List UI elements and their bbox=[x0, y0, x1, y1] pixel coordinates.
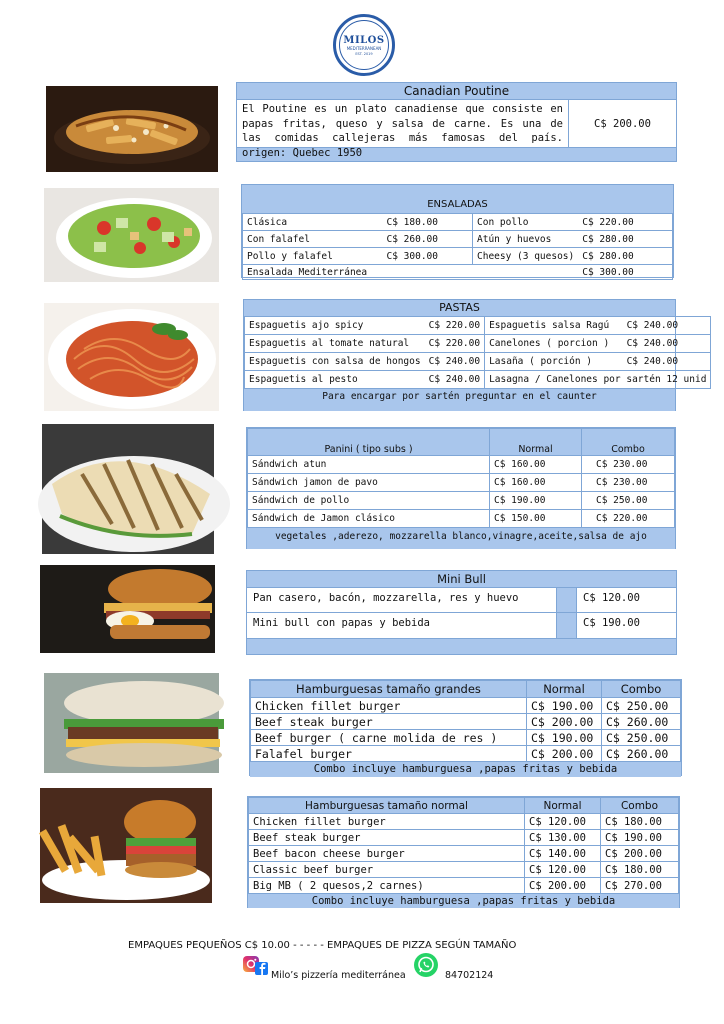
column-header: Normal bbox=[490, 429, 582, 456]
phone-number: 84702124 bbox=[445, 970, 494, 981]
item-name: Chicken fillet burger bbox=[249, 814, 525, 830]
column-header: Hamburguesas tamaño normal bbox=[249, 798, 525, 814]
item-price-combo: C$ 250.00 bbox=[602, 730, 681, 746]
milos-logo bbox=[333, 14, 395, 76]
panini-table bbox=[247, 428, 675, 528]
packaging-note: EMPAQUES PEQUEÑOS C$ 10.00 - - - - - EMPAQUES DE PIZZA SEGÚN TAMAÑO bbox=[128, 940, 517, 951]
table-row bbox=[248, 510, 675, 528]
item-name: Falafel burger bbox=[251, 746, 527, 762]
item-price-normal: C$ 160.00 bbox=[490, 456, 582, 474]
table-row bbox=[247, 588, 676, 613]
item-price: C$ 240.00 bbox=[425, 371, 485, 389]
pastas-title: PASTAS bbox=[244, 300, 675, 316]
item-price-combo: C$ 200.00 bbox=[601, 846, 679, 862]
item-name: Big MB ( 2 quesos,2 carnes) bbox=[249, 878, 525, 894]
normal-burger-photo bbox=[40, 788, 212, 903]
item-price: C$ 220.00 bbox=[578, 214, 672, 231]
normal-burgers-footer: Combo incluye hamburguesa ,papas fritas y bebida bbox=[248, 894, 679, 908]
column-header: Normal bbox=[527, 681, 602, 698]
item-price-normal: C$ 120.00 bbox=[525, 862, 601, 878]
mini-bull-title: Mini Bull bbox=[247, 571, 676, 588]
panini-panel bbox=[246, 427, 676, 549]
column-header: Normal bbox=[525, 798, 601, 814]
mini-bull-footer-bar bbox=[247, 638, 676, 654]
panini-photo bbox=[42, 424, 214, 554]
instagram-facebook-icons bbox=[243, 956, 271, 979]
pastas-footer: Para encargar por sartén preguntar en el caunter bbox=[244, 389, 675, 411]
item-price-normal: C$ 200.00 bbox=[527, 714, 602, 730]
column-header: Combo bbox=[602, 681, 681, 698]
item-price-normal: C$ 140.00 bbox=[525, 846, 601, 862]
item-price: C$ 240.00 bbox=[623, 353, 711, 371]
table-row bbox=[245, 353, 711, 371]
table-row bbox=[245, 317, 711, 335]
table-row bbox=[249, 878, 679, 894]
item-name: Espaguetis al pesto bbox=[245, 371, 425, 389]
normal-burgers-table bbox=[248, 797, 679, 894]
big-burger-photo bbox=[44, 673, 219, 773]
item-name: Sándwich jamon de pavo bbox=[248, 474, 490, 492]
table-row bbox=[245, 371, 711, 389]
pasta-photo bbox=[44, 303, 219, 411]
item-price: C$ 300.00 bbox=[578, 265, 672, 280]
item-name: Beef steak burger bbox=[249, 830, 525, 846]
mini-bull-panel bbox=[246, 570, 677, 655]
social-account-name: Milo’s pizzería mediterránea bbox=[271, 970, 406, 981]
normal-burgers-panel bbox=[247, 796, 680, 908]
item-name: Espaguetis salsa Ragú bbox=[485, 317, 623, 335]
whatsapp-icon bbox=[413, 952, 439, 981]
column-header: Combo bbox=[601, 798, 679, 814]
table-row bbox=[243, 231, 673, 248]
item-price: C$ 300.00 bbox=[383, 248, 473, 265]
table-row bbox=[249, 862, 679, 878]
item-price-combo: C$ 220.00 bbox=[582, 510, 675, 528]
item-price: C$ 220.00 bbox=[425, 335, 485, 353]
item-price-normal: C$ 190.00 bbox=[490, 492, 582, 510]
item-price-normal: C$ 160.00 bbox=[490, 474, 582, 492]
poutine-description: El Poutine es un plato canadiense que consiste en papas fritas, queso y salsa de carne. Es una de las comidas callejeras más famosas del país. origen: Quebec 1950 bbox=[237, 100, 569, 147]
item-name: Pan casero, bacón, mozzarella, res y huevo bbox=[247, 588, 557, 612]
salad-photo bbox=[44, 188, 219, 282]
table-row bbox=[247, 613, 676, 638]
item-price: C$ 280.00 bbox=[578, 248, 672, 265]
item-price-combo: C$ 230.00 bbox=[582, 474, 675, 492]
big-burgers-table bbox=[250, 680, 681, 762]
item-name: Beef bacon cheese burger bbox=[249, 846, 525, 862]
table-row bbox=[249, 814, 679, 830]
item-name: Clásica bbox=[243, 214, 383, 231]
poutine-title: Canadian Poutine bbox=[237, 83, 676, 100]
item-name: Con falafel bbox=[243, 231, 383, 248]
spacer-cell bbox=[557, 588, 577, 612]
pastas-table bbox=[244, 316, 711, 389]
table-row bbox=[248, 492, 675, 510]
pastas-panel bbox=[243, 299, 707, 411]
table-row bbox=[243, 214, 673, 231]
table-row bbox=[249, 846, 679, 862]
item-name: Chicken fillet burger bbox=[251, 698, 527, 714]
item-name: Sándwich de Jamon clásico bbox=[248, 510, 490, 528]
item-price-normal: C$ 190.00 bbox=[527, 730, 602, 746]
instagram-icon bbox=[243, 956, 271, 976]
item-price-normal: C$ 190.00 bbox=[527, 698, 602, 714]
item-name: Classic beef burger bbox=[249, 862, 525, 878]
item-price-combo: C$ 250.00 bbox=[582, 492, 675, 510]
item-name: Cheesy (3 quesos) bbox=[473, 248, 579, 265]
table-row bbox=[249, 830, 679, 846]
item-price: C$ 220.00 bbox=[425, 317, 485, 335]
column-header: Combo bbox=[582, 429, 675, 456]
logo-est: EST. 2019 bbox=[355, 51, 373, 56]
item-price-combo: C$ 180.00 bbox=[601, 814, 679, 830]
item-name: Mini bull con papas y bebida bbox=[247, 613, 557, 638]
panini-footer: vegetales ,aderezo, mozzarella blanco,vinagre,aceite,salsa de ajo bbox=[247, 528, 675, 549]
item-name: Lasagna / Canelones por sartén 12 unid bbox=[485, 371, 711, 389]
poutine-panel bbox=[236, 82, 677, 162]
poutine-price: C$ 200.00 bbox=[594, 117, 651, 130]
item-price-normal: C$ 130.00 bbox=[525, 830, 601, 846]
item-name: Pollo y falafel bbox=[243, 248, 383, 265]
ensaladas-table bbox=[242, 213, 673, 280]
item-name: Atún y huevos bbox=[473, 231, 579, 248]
logo-sub: MEDITERRANEAN bbox=[346, 45, 382, 51]
table-row bbox=[245, 335, 711, 353]
item-name: Ensalada Mediterránea bbox=[243, 265, 579, 280]
item-name: Sándwich atun bbox=[248, 456, 490, 474]
item-name: Espaguetis con salsa de hongos bbox=[245, 353, 425, 371]
table-header bbox=[249, 798, 679, 814]
mini-bull-photo bbox=[40, 565, 215, 653]
item-name: Beef steak burger bbox=[251, 714, 527, 730]
item-price-combo: C$ 260.00 bbox=[602, 746, 681, 762]
item-price: C$ 260.00 bbox=[383, 231, 473, 248]
item-name: Espaguetis al tomate natural bbox=[245, 335, 425, 353]
table-row bbox=[251, 746, 681, 762]
big-burgers-panel bbox=[249, 679, 682, 776]
table-row bbox=[243, 265, 673, 280]
item-price: C$ 190.00 bbox=[583, 617, 640, 629]
item-price-normal: C$ 200.00 bbox=[525, 878, 601, 894]
item-price-combo: C$ 270.00 bbox=[601, 878, 679, 894]
item-name: Canelones ( porcion ) bbox=[485, 335, 623, 353]
item-price-combo: C$ 190.00 bbox=[601, 830, 679, 846]
item-name: Sándwich de pollo bbox=[248, 492, 490, 510]
table-header bbox=[251, 681, 681, 698]
ensaladas-panel bbox=[241, 184, 674, 278]
item-price-combo: C$ 180.00 bbox=[601, 862, 679, 878]
table-header bbox=[248, 429, 675, 456]
column-header: Panini ( tipo subs ) bbox=[248, 429, 490, 456]
table-row bbox=[251, 730, 681, 746]
poutine-photo bbox=[46, 86, 218, 172]
spacer-cell bbox=[557, 613, 577, 638]
item-name: Beef burger ( carne molida de res ) bbox=[251, 730, 527, 746]
item-price: C$ 240.00 bbox=[425, 353, 485, 371]
table-row bbox=[251, 714, 681, 730]
item-price-combo: C$ 250.00 bbox=[602, 698, 681, 714]
ensaladas-title: ENSALADAS bbox=[242, 185, 673, 213]
big-burgers-footer: Combo incluye hamburguesa ,papas fritas y bebida bbox=[250, 762, 681, 777]
item-price: C$ 240.00 bbox=[623, 317, 711, 335]
item-price-combo: C$ 230.00 bbox=[582, 456, 675, 474]
logo-name: MILOS bbox=[343, 34, 385, 46]
item-price-normal: C$ 150.00 bbox=[490, 510, 582, 528]
item-price: C$ 240.00 bbox=[623, 335, 711, 353]
item-price: C$ 280.00 bbox=[578, 231, 672, 248]
table-row bbox=[243, 248, 673, 265]
item-price-combo: C$ 260.00 bbox=[602, 714, 681, 730]
column-header: Hamburguesas tamaño grandes bbox=[251, 681, 527, 698]
item-name: Espaguetis ajo spicy bbox=[245, 317, 425, 335]
item-price: C$ 120.00 bbox=[583, 592, 640, 604]
table-row bbox=[248, 456, 675, 474]
item-name: Con pollo bbox=[473, 214, 579, 231]
item-price-normal: C$ 120.00 bbox=[525, 814, 601, 830]
item-price: C$ 180.00 bbox=[383, 214, 473, 231]
table-row bbox=[248, 474, 675, 492]
item-name: Lasaña ( porción ) bbox=[485, 353, 623, 371]
table-row bbox=[251, 698, 681, 714]
item-price-normal: C$ 200.00 bbox=[527, 746, 602, 762]
